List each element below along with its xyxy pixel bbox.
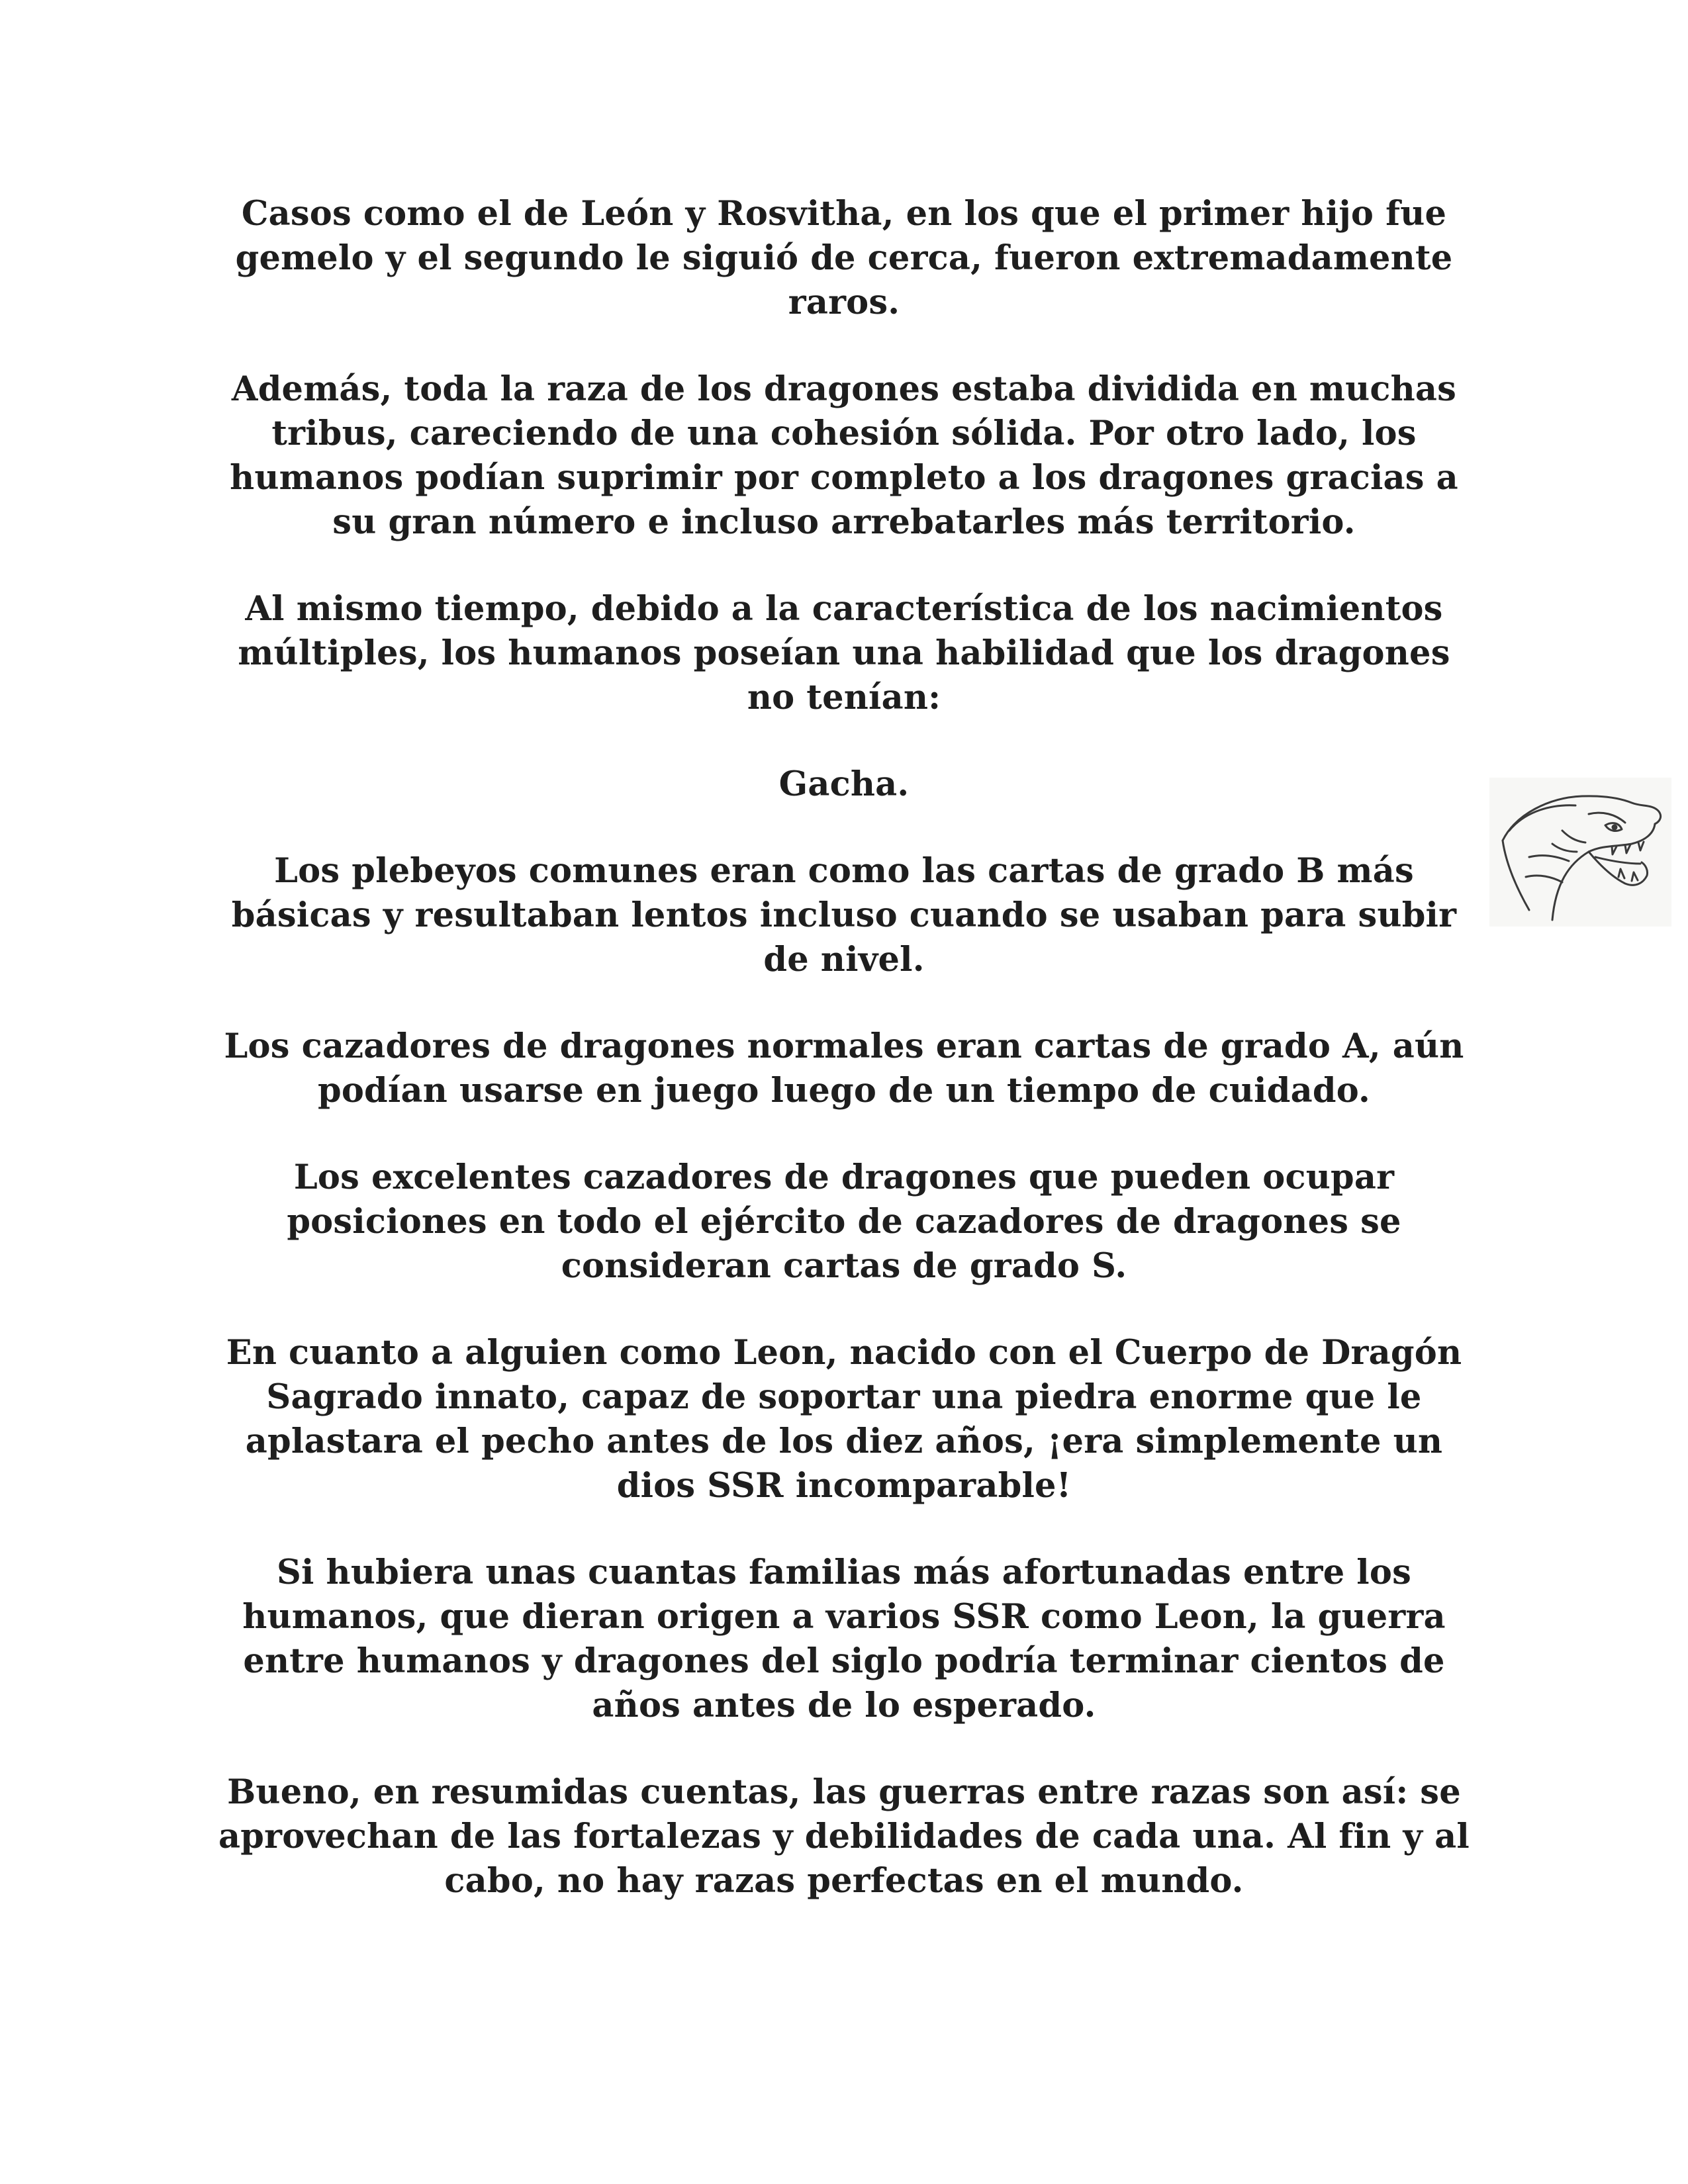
paragraph-8: En cuanto a alguien como Leon, nacido con el Cuerpo de Dragón Sagrado innato, capaz de soportar una piedra enorme que le aplastara el pecho antes de los diez años, ¡era simplemente un dios SSR incomparable! <box>226 1333 1462 1506</box>
paragraph-9: Si hubiera unas cuantas familias más afortunadas entre los humanos, que dieran origen a varios SSR como Leon, la guerra entre humanos y dragones del siglo podría terminar cientos de años antes de lo esperado. <box>242 1553 1446 1725</box>
paragraph-5: Los plebeyos comunes eran como las cartas de grado B más básicas y resultaban lentos incluso cuando se usaban para subir de nivel. <box>231 851 1457 979</box>
dragon-head-sketch-icon <box>1489 778 1671 927</box>
paragraph-6: Los cazadores de dragones normales eran cartas de grado A, aún podían usarse en juego luego de un tiempo de cuidado. <box>224 1026 1464 1111</box>
paragraph-1: Casos como el de León y Rosvitha, en los que el primer hijo fue gemelo y el segundo le siguió de cerca, fueron extremadamente raros. <box>235 194 1453 322</box>
paragraph-4: Gacha. <box>778 764 910 804</box>
paragraph-7: Los excelentes cazadores de dragones que pueden ocupar posiciones en todo el ejército de cazadores de dragones se consideran cartas de grado S. <box>287 1158 1401 1286</box>
paragraph-3: Al mismo tiempo, debido a la característica de los nacimientos múltiples, los humanos poseían una habilidad que los dragones no tenían: <box>238 589 1450 717</box>
body-text <box>218 192 1470 1946</box>
paragraph-10: Bueno, en resumidas cuentas, las guerras entre razas son así: se aprovechan de las fortalezas y debilidades de cada una. Al fin y al cabo, no hay razas perfectas en el mundo. <box>218 1772 1470 1901</box>
paragraph-2: Además, toda la raza de los dragones estaba dividida en muchas tribus, careciendo de una cohesión sólida. Por otro lado, los humanos podían suprimir por completo a los dragones gracias a su gran número e incluso arrebatarles más territorio. <box>230 369 1458 542</box>
